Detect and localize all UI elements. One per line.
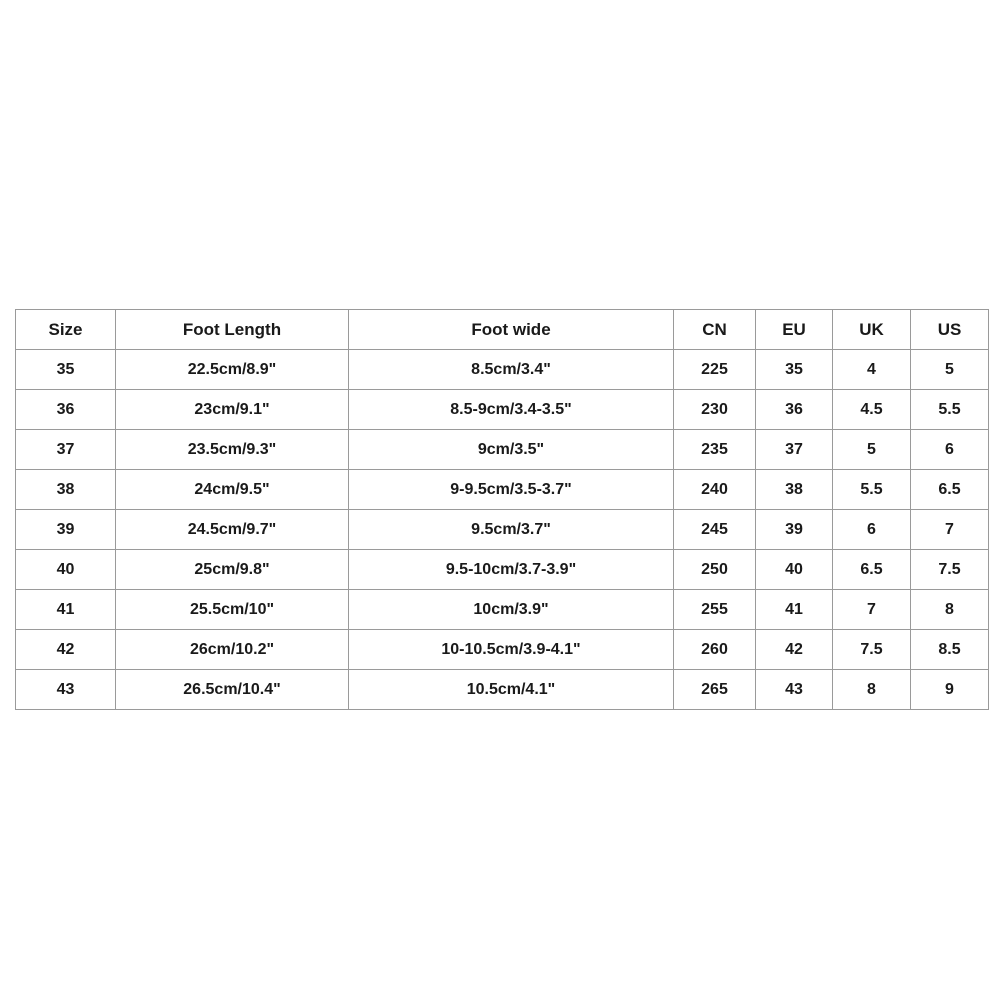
cell-size: 38 [16, 470, 116, 510]
header-cn: CN [674, 310, 756, 350]
table-row [16, 510, 989, 550]
table-row [16, 590, 989, 630]
cell-foot-length: 24.5cm/9.7" [116, 510, 349, 550]
cell-cn: 250 [674, 550, 756, 590]
cell-foot-length: 26cm/10.2" [116, 630, 349, 670]
cell-foot-length: 25cm/9.8" [116, 550, 349, 590]
cell-eu: 36 [756, 390, 833, 430]
cell-size: 35 [16, 350, 116, 390]
cell-size: 36 [16, 390, 116, 430]
cell-foot-wide: 10cm/3.9" [349, 590, 674, 630]
cell-foot-length: 25.5cm/10" [116, 590, 349, 630]
cell-foot-wide: 8.5cm/3.4" [349, 350, 674, 390]
table-row [16, 670, 989, 710]
table-row [16, 390, 989, 430]
cell-eu: 41 [756, 590, 833, 630]
cell-us: 9 [911, 670, 989, 710]
cell-uk: 4.5 [833, 390, 911, 430]
cell-foot-length: 23.5cm/9.3" [116, 430, 349, 470]
cell-foot-wide: 9cm/3.5" [349, 430, 674, 470]
cell-cn: 235 [674, 430, 756, 470]
cell-eu: 37 [756, 430, 833, 470]
header-uk: UK [833, 310, 911, 350]
cell-us: 7 [911, 510, 989, 550]
cell-cn: 245 [674, 510, 756, 550]
cell-size: 39 [16, 510, 116, 550]
cell-foot-length: 23cm/9.1" [116, 390, 349, 430]
cell-foot-wide: 8.5-9cm/3.4-3.5" [349, 390, 674, 430]
cell-foot-wide: 10.5cm/4.1" [349, 670, 674, 710]
cell-eu: 40 [756, 550, 833, 590]
header-foot-wide: Foot wide [349, 310, 674, 350]
cell-foot-wide: 10-10.5cm/3.9-4.1" [349, 630, 674, 670]
cell-foot-wide: 9.5cm/3.7" [349, 510, 674, 550]
table-row [16, 630, 989, 670]
cell-cn: 240 [674, 470, 756, 510]
cell-size: 42 [16, 630, 116, 670]
cell-foot-length: 22.5cm/8.9" [116, 350, 349, 390]
header-us: US [911, 310, 989, 350]
table-row [16, 350, 989, 390]
cell-us: 8.5 [911, 630, 989, 670]
header-eu: EU [756, 310, 833, 350]
cell-uk: 7.5 [833, 630, 911, 670]
cell-uk: 5 [833, 430, 911, 470]
cell-foot-length: 24cm/9.5" [116, 470, 349, 510]
cell-uk: 6 [833, 510, 911, 550]
cell-uk: 5.5 [833, 470, 911, 510]
cell-foot-wide: 9-9.5cm/3.5-3.7" [349, 470, 674, 510]
cell-size: 37 [16, 430, 116, 470]
cell-cn: 265 [674, 670, 756, 710]
cell-cn: 225 [674, 350, 756, 390]
cell-size: 40 [16, 550, 116, 590]
size-chart-table [15, 309, 989, 710]
cell-size: 41 [16, 590, 116, 630]
cell-uk: 7 [833, 590, 911, 630]
cell-us: 8 [911, 590, 989, 630]
cell-us: 5 [911, 350, 989, 390]
cell-us: 6.5 [911, 470, 989, 510]
table-row [16, 430, 989, 470]
cell-foot-wide: 9.5-10cm/3.7-3.9" [349, 550, 674, 590]
cell-cn: 260 [674, 630, 756, 670]
cell-eu: 43 [756, 670, 833, 710]
cell-us: 6 [911, 430, 989, 470]
table-row [16, 550, 989, 590]
header-row [16, 310, 989, 350]
cell-eu: 42 [756, 630, 833, 670]
cell-eu: 38 [756, 470, 833, 510]
cell-uk: 6.5 [833, 550, 911, 590]
cell-eu: 39 [756, 510, 833, 550]
table-row [16, 470, 989, 510]
cell-cn: 230 [674, 390, 756, 430]
cell-uk: 4 [833, 350, 911, 390]
cell-eu: 35 [756, 350, 833, 390]
cell-us: 5.5 [911, 390, 989, 430]
cell-size: 43 [16, 670, 116, 710]
cell-uk: 8 [833, 670, 911, 710]
cell-cn: 255 [674, 590, 756, 630]
cell-foot-length: 26.5cm/10.4" [116, 670, 349, 710]
cell-us: 7.5 [911, 550, 989, 590]
header-foot-length: Foot Length [116, 310, 349, 350]
header-size: Size [16, 310, 116, 350]
